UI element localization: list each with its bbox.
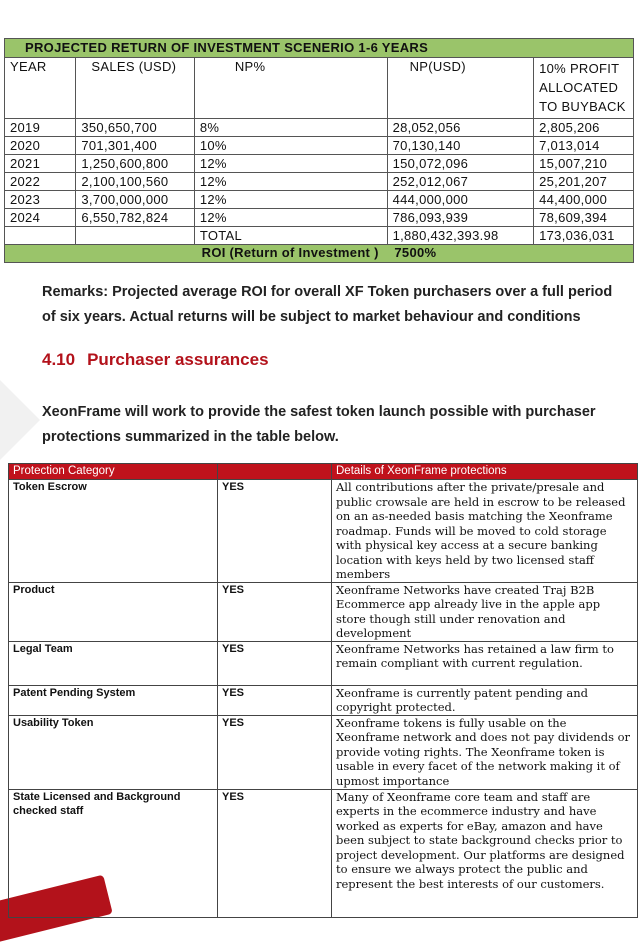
protection-details: Xeonframe Networks has retained a law firm to remain compliant with current regulation. [332, 641, 638, 685]
header-status [218, 464, 332, 480]
protection-category: Legal Team [9, 641, 218, 685]
table-row [5, 173, 634, 191]
cell-np-usd: 444,000,000 [387, 191, 534, 209]
table-row [5, 191, 634, 209]
cell-year: 2023 [5, 191, 76, 209]
table-row [9, 789, 638, 917]
cell-buyback: 2,805,206 [534, 119, 634, 137]
table-row [5, 119, 634, 137]
cell-np-percent: 12% [194, 173, 387, 191]
cell-sales: 6,550,782,824 [76, 209, 194, 227]
header-np-percent: NP% [194, 58, 387, 119]
table-row [9, 480, 638, 583]
cell-np-usd: 150,072,096 [387, 155, 534, 173]
total-np-usd: 1,880,432,393.98 [387, 227, 534, 245]
cell-sales: 1,250,600,800 [76, 155, 194, 173]
protection-status: YES [218, 480, 332, 583]
cell-np-usd: 70,130,140 [387, 137, 534, 155]
protection-details: Xeonframe tokens is fully usable on the Xeonframe network and does not pay dividends or provide voting rights. The Xeonframe token is usable in every facet of the network making it of upmost importance [332, 715, 638, 789]
section-heading [42, 350, 269, 370]
cell-np-usd: 252,012,067 [387, 173, 534, 191]
cell-np-percent: 12% [194, 209, 387, 227]
roi-table-title-row [5, 39, 634, 58]
decorative-wedge [0, 380, 40, 460]
roi-label: ROI (Return of Investment ) [201, 245, 379, 260]
cell-np-percent: 12% [194, 191, 387, 209]
protection-category: Patent Pending System [9, 685, 218, 715]
remarks-text: Remarks: Projected average ROI for overall XF Token purchasers over a full period of six years. Actual returns will be subject to market behaviour and conditions [42, 284, 613, 325]
total-label: TOTAL [194, 227, 387, 245]
roi-table-title: PROJECTED RETURN OF INVESTMENT SCENERIO 1-6 YEARS [5, 39, 634, 58]
protection-details: Xeonframe Networks have created Traj B2B Ecommerce app already live in the apple app store though still under renovation and development [332, 582, 638, 641]
header-details: Details of XeonFrame protections [332, 464, 638, 480]
cell-sales: 350,650,700 [76, 119, 194, 137]
table-row [5, 209, 634, 227]
protection-status: YES [218, 715, 332, 789]
roi-row [5, 245, 634, 263]
cell-np-percent: 10% [194, 137, 387, 155]
section-number: 4.10 [42, 350, 76, 369]
roi-table [4, 38, 634, 263]
table-row [5, 155, 634, 173]
protections-header-row [9, 464, 638, 480]
header-np-usd: NP(USD) [387, 58, 534, 119]
protection-status: YES [218, 641, 332, 685]
cell-np-percent: 8% [194, 119, 387, 137]
table-row [9, 715, 638, 789]
total-row [5, 227, 634, 245]
protection-status: YES [218, 582, 332, 641]
table-row [9, 685, 638, 715]
table-row [5, 137, 634, 155]
protection-category: Usability Token [9, 715, 218, 789]
cell-empty [5, 227, 76, 245]
intro-text: XeonFrame will work to provide the safest token launch possible with purchaser protections summarized in the table below. [42, 404, 596, 445]
protection-details: Many of Xeonframe core team and staff are experts in the ecommerce industry and have worked as experts for eBay, amazon and have been subject to state background checks prior to project development. Our platforms are designed to ensure we always protect the public and represent the best interests of our customers. [332, 789, 638, 917]
table-row [9, 641, 638, 685]
roi-table-header-row [5, 58, 634, 119]
cell-sales: 2,100,100,560 [76, 173, 194, 191]
protection-status: YES [218, 789, 332, 917]
protection-details: Xeonframe is currently patent pending and copyright protected. [332, 685, 638, 715]
cell-year: 2021 [5, 155, 76, 173]
cell-np-percent: 12% [194, 155, 387, 173]
cell-buyback: 25,201,207 [534, 173, 634, 191]
cell-buyback: 7,013,014 [534, 137, 634, 155]
cell-np-usd: 786,093,939 [387, 209, 534, 227]
protection-status: YES [218, 685, 332, 715]
total-buyback: 173,036,031 [534, 227, 634, 245]
cell-buyback: 78,609,394 [534, 209, 634, 227]
cell-buyback: 44,400,000 [534, 191, 634, 209]
table-row [9, 582, 638, 641]
protection-category: State Licensed and Background checked staff [9, 789, 218, 917]
header-year: YEAR [5, 58, 76, 119]
protection-category: Token Escrow [9, 480, 218, 583]
cell-empty [76, 227, 194, 245]
header-sales: SALES (USD) [76, 58, 194, 119]
cell-year: 2020 [5, 137, 76, 155]
protections-table [8, 463, 638, 918]
cell-buyback: 15,007,210 [534, 155, 634, 173]
protection-details: All contributions after the private/presale and public crowsale are held in escrow to be released on an as-needed basis matching the Xeonframe roadmap. Funds will be moved to cold storage with physical key access at a secure banking location with keys held by two licensed staff members [332, 480, 638, 583]
cell-np-usd: 28,052,056 [387, 119, 534, 137]
cell-sales: 3,700,000,000 [76, 191, 194, 209]
header-buyback: 10% PROFIT ALLOCATED TO BUYBACK [534, 58, 634, 119]
roi-value: 7500% [394, 245, 437, 260]
section-title: Purchaser assurances [87, 350, 269, 369]
protection-category: Product [9, 582, 218, 641]
header-protection-category: Protection Category [9, 464, 218, 480]
cell-sales: 701,301,400 [76, 137, 194, 155]
cell-year: 2019 [5, 119, 76, 137]
cell-year: 2024 [5, 209, 76, 227]
roi-cell [5, 245, 634, 263]
cell-year: 2022 [5, 173, 76, 191]
